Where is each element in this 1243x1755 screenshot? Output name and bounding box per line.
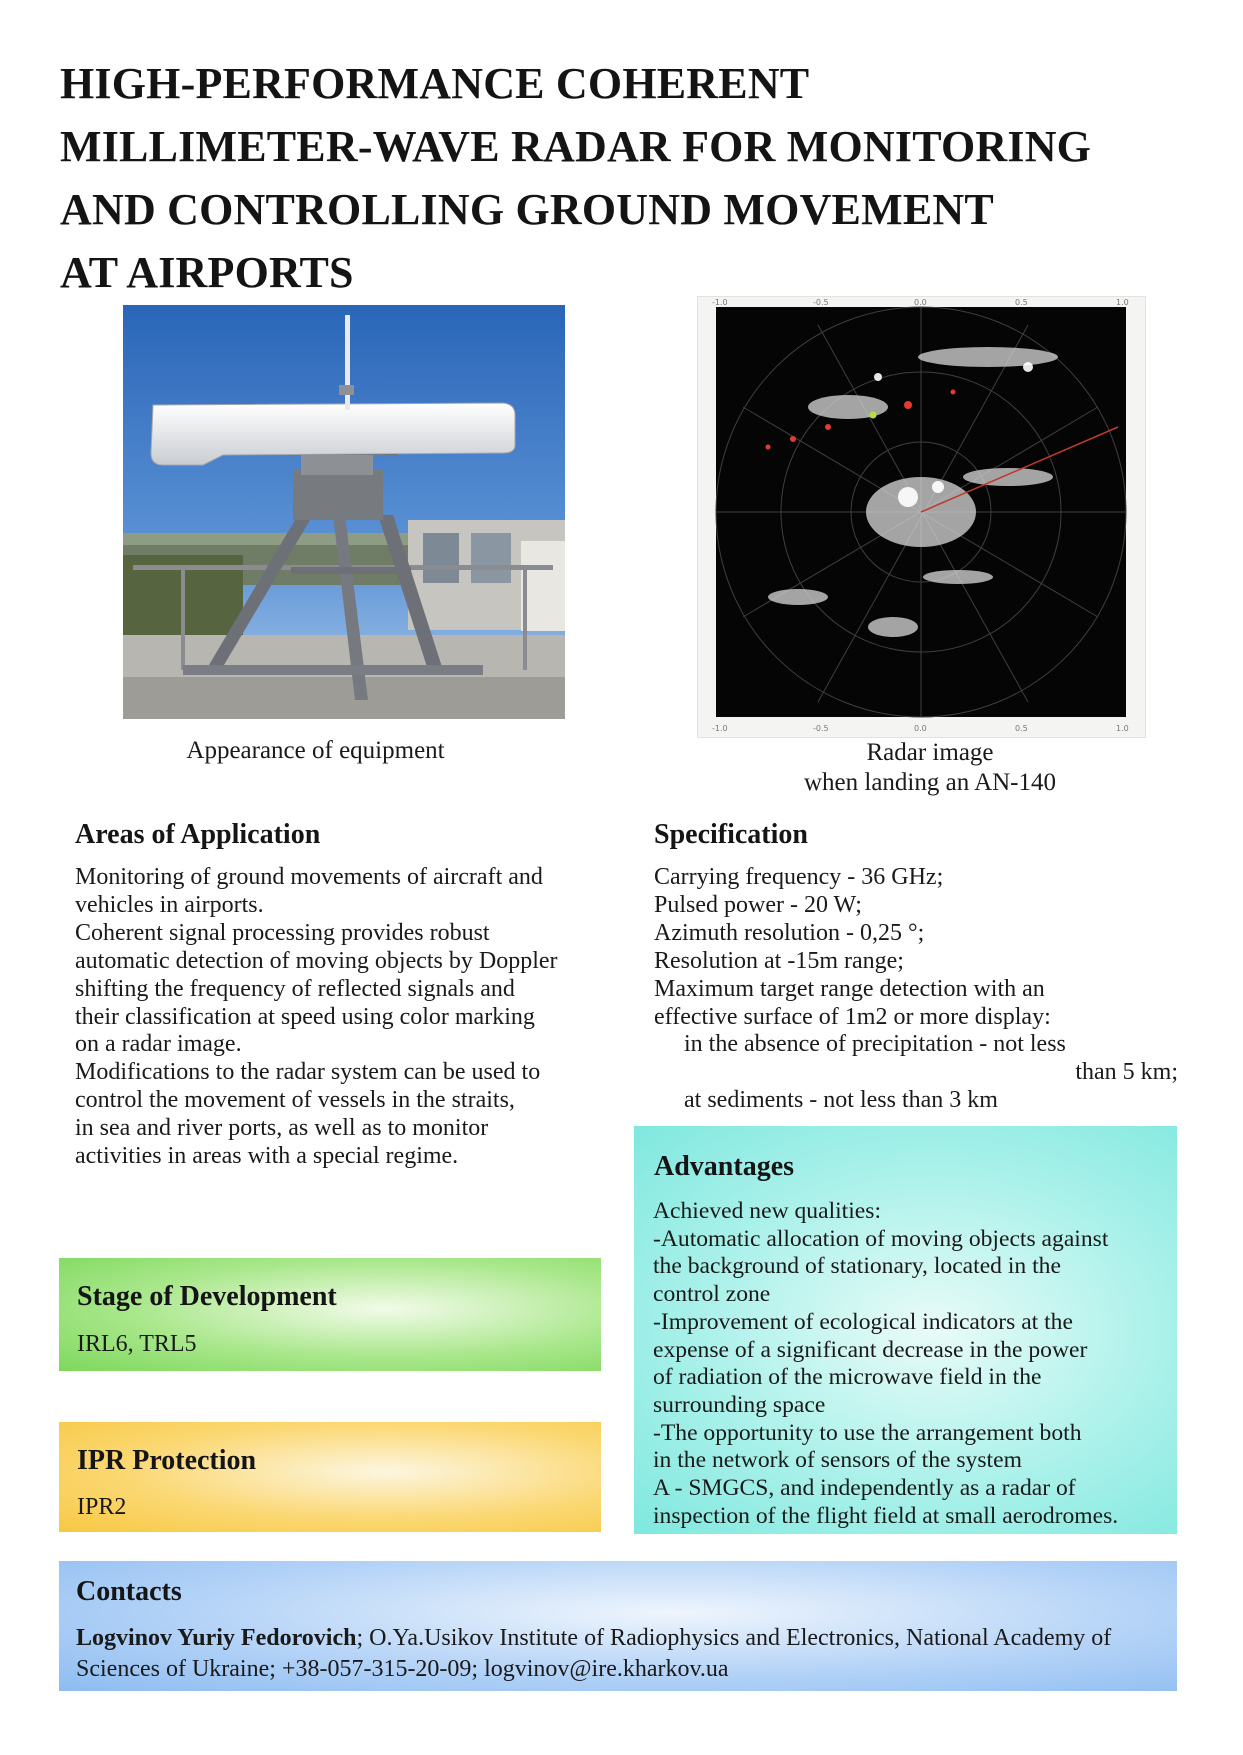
advantage-line: of radiation of the microwave field in the: [653, 1364, 1042, 1391]
spec-line: in the absence of precipitation - not less: [684, 1031, 1066, 1058]
title-line: AT AIRPORTS: [60, 248, 354, 297]
text-line: control the movement of vessels in the straits,: [75, 1087, 515, 1114]
spec-line: Pulsed power - 20 W;: [654, 891, 862, 918]
radar-tick-top: -0.5: [813, 298, 829, 307]
text-line: Coherent signal processing provides robust: [75, 919, 490, 946]
stage-of-development-panel: [59, 1258, 601, 1371]
spec-line: at sediments - not less than 3 km: [684, 1087, 998, 1114]
radar-image: [697, 296, 1146, 738]
advantages-text: [653, 1198, 1118, 1530]
page-title: [60, 52, 1210, 304]
radar-tick-bottom: 1.0: [1116, 724, 1129, 733]
advantages-panel: [634, 1126, 1177, 1534]
title-line: MILLIMETER-WAVE RADAR FOR MONITORING: [60, 122, 1092, 171]
text-line: activities in areas with a special regime.: [75, 1143, 459, 1170]
radar-tick-top: 0.5: [1015, 298, 1028, 307]
radar-plot: [698, 297, 1145, 737]
text-line: Monitoring of ground movements of aircraft and: [75, 864, 543, 890]
radar-tick-top: 1.0: [1116, 298, 1129, 307]
spec-line: Carrying frequency - 36 GHz;: [654, 864, 944, 890]
spec-line: Maximum target range detection with an: [654, 975, 1045, 1002]
advantage-line: surrounding space: [653, 1391, 826, 1418]
advantage-line: the background of stationary, located in the: [653, 1253, 1061, 1280]
ipr-protection-panel: [59, 1422, 601, 1532]
radar-tick-bottom: 0.0: [914, 724, 927, 733]
spec-line: Azimuth resolution - 0,25 °;: [654, 919, 925, 946]
text-line: on a radar image.: [75, 1031, 242, 1058]
areas-of-application: [75, 818, 615, 1171]
areas-text: [75, 864, 615, 1171]
specification: [654, 818, 1194, 1115]
contact-name: Logvinov Yuriy Fedorovich: [76, 1625, 357, 1651]
text-line: shifting the frequency of reflected signals and: [75, 975, 515, 1002]
radar-tick-bottom: -0.5: [813, 724, 829, 733]
advantage-line: -Automatic allocation of moving objects against: [653, 1225, 1109, 1252]
areas-heading: Areas of Application: [75, 819, 321, 850]
spec-line: effective surface of 1m2 or more display:: [654, 1003, 1051, 1030]
stage-heading: Stage of Development: [77, 1281, 337, 1312]
radar-caption-line: Radar image: [866, 739, 994, 766]
text-line: automatic detection of moving objects by Doppler: [75, 947, 558, 974]
advantage-line: Achieved new qualities:: [653, 1198, 881, 1224]
text-line: in sea and river ports, as well as to monitor: [75, 1115, 489, 1142]
advantage-line: inspection of the flight field at small aerodromes.: [653, 1502, 1119, 1529]
spec-line: than 5 km;: [1075, 1059, 1178, 1086]
radar-caption: [730, 738, 1130, 798]
text-line: their classification at speed using color marking: [75, 1003, 535, 1030]
contacts-panel: [59, 1561, 1177, 1691]
text-line: Modifications to the radar system can be used to: [75, 1059, 541, 1086]
radar-tick-bottom: -1.0: [712, 724, 728, 733]
advantages-heading: Advantages: [654, 1151, 795, 1182]
contacts-text: [76, 1623, 1166, 1685]
advantage-line: in the network of sensors of the system: [653, 1447, 1022, 1474]
specification-text: [654, 864, 1194, 1115]
title-line: AND CONTROLLING GROUND MOVEMENT: [60, 185, 994, 234]
radar-antenna-illustration: [123, 305, 565, 719]
title-line: HIGH-PERFORMANCE COHERENT: [60, 59, 810, 108]
advantage-line: -The opportunity to use the arrangement both: [653, 1419, 1082, 1446]
stage-value: IRL6, TRL5: [77, 1331, 197, 1357]
radar-tick-bottom: 0.5: [1015, 724, 1028, 733]
equipment-caption: Appearance of equipment: [186, 737, 445, 764]
contact-email-link[interactable]: logvinov@ire.kharkov.ua: [484, 1656, 729, 1682]
advantage-line: expense of a significant decrease in the power: [653, 1336, 1088, 1363]
spec-line: Resolution at -15m range;: [654, 947, 904, 974]
radar-tick-top: 0.0: [914, 298, 927, 307]
ipr-heading: IPR Protection: [77, 1445, 257, 1476]
advantage-line: control zone: [653, 1281, 771, 1308]
radar-caption-line: when landing an AN-140: [803, 769, 1057, 796]
specification-heading: Specification: [654, 819, 808, 850]
contacts-heading: Contacts: [76, 1576, 182, 1607]
equipment-photo: [123, 305, 565, 719]
radar-tick-top: -1.0: [712, 298, 728, 307]
advantage-line: A - SMGCS, and independently as a radar of: [653, 1475, 1076, 1502]
ipr-value: IPR2: [77, 1494, 127, 1520]
text-line: vehicles in airports.: [75, 891, 264, 918]
contact-institution: ; O.Ya.Usikov Institute of Radiophysics and Electronics, National Academy of Sciences of Ukraine; +38-057-315-20-09;: [76, 1625, 1112, 1682]
advantage-line: -Improvement of ecological indicators at the: [653, 1308, 1073, 1335]
